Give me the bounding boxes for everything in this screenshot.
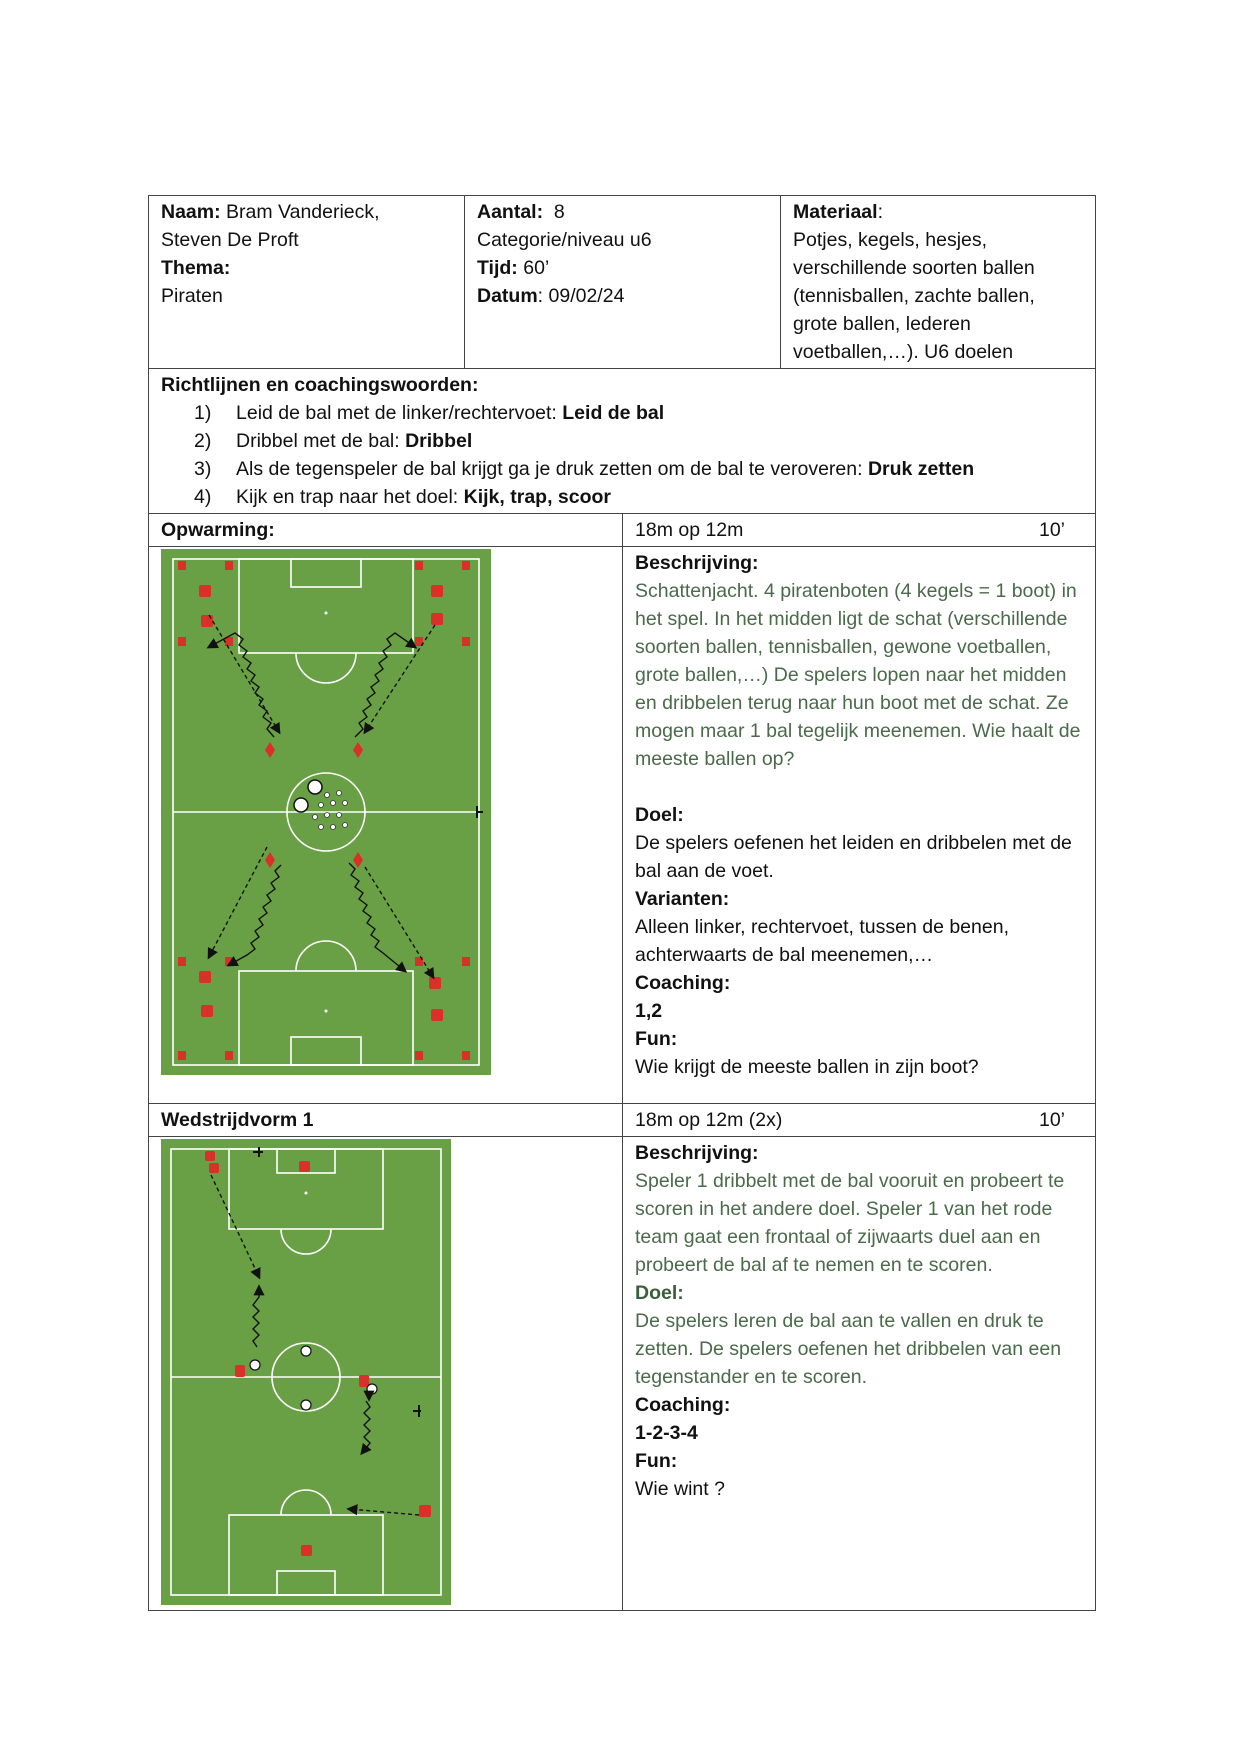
guideline-number: 4) — [194, 486, 212, 508]
match1-duration: 10’ — [1038, 1109, 1066, 1131]
guidelines-row — [149, 369, 1096, 514]
naam-cell — [149, 196, 465, 369]
materiaal-line: Potjes, kegels, hesjes, — [793, 229, 988, 251]
warmup-header-row — [149, 514, 1096, 547]
session-table — [148, 195, 1096, 1611]
guideline-keyword: Leid de bal — [562, 402, 665, 424]
materiaal-line: verschillende soorten ballen — [793, 257, 1035, 279]
aantal-label: Aantal: — [477, 201, 544, 223]
warmup-varianten-label: Varianten: — [635, 888, 730, 910]
naam-value2: Steven De Proft — [161, 229, 299, 251]
guidelines-list — [161, 399, 1083, 511]
session-sheet — [148, 195, 1095, 1611]
guideline-item — [194, 455, 1083, 483]
match1-beschrijving-label: Beschrijving: — [635, 1142, 759, 1164]
guidelines-cell — [149, 369, 1096, 514]
warmup-doel: De spelers oefenen het leiden en dribbelen met de bal aan de voet. — [635, 832, 1072, 882]
warmup-beschrijving: Schattenjacht. 4 piratenboten (4 kegels = 1 boot) in het spel. In het midden ligt de schat (verschillende soorten ballen, tennisballen, gewone voetballen, grote ballen,…) De spelers lopen naar het midden en dribbelen terug naar hun boot met de schat. Ze mogen maar 1 bal tegelijk meenemen. Wie haalt de meeste ballen op? — [635, 580, 1081, 770]
warmup-content-row — [149, 547, 1096, 1104]
warmup-title: Opwarming: — [149, 514, 623, 547]
guideline-item — [194, 427, 1083, 455]
guideline-text: Dribbel met de bal: — [236, 430, 406, 452]
match1-pitch-diagram — [149, 1137, 623, 1610]
warmup-coaching-label: Coaching: — [635, 972, 731, 994]
guideline-number: 3) — [194, 458, 212, 480]
warmup-duration: 10’ — [1038, 519, 1066, 541]
thema-label: Thema: — [161, 257, 231, 279]
aantal-value: 8 — [543, 201, 565, 223]
guideline-number: 1) — [194, 402, 212, 424]
match1-doel: De spelers leren de bal aan te vallen en druk te zetten. De spelers oefenen het dribbelen van een tegenstander en te scoren. — [635, 1310, 1062, 1388]
datum-value: : 09/02/24 — [537, 285, 625, 307]
naam-label: Naam: — [161, 201, 221, 223]
header-row — [149, 196, 1096, 369]
warmup-coaching: 1,2 — [635, 1000, 663, 1022]
materiaal-colon: : — [877, 201, 883, 223]
warmup-meta — [623, 514, 1096, 547]
guideline-item — [194, 483, 1083, 511]
datum-label: Datum — [477, 285, 538, 307]
warmup-size: 18m op 12m — [635, 519, 744, 541]
guideline-keyword: Druk zetten — [867, 458, 975, 480]
categorie: Categorie/niveau u6 — [477, 229, 652, 251]
match1-header-row — [149, 1104, 1096, 1137]
match1-size: 18m op 12m (2x) — [635, 1109, 783, 1131]
match1-content-row — [149, 1137, 1096, 1611]
materiaal-cell — [781, 196, 1096, 369]
match1-coaching: 1-2-3-4 — [635, 1422, 698, 1444]
materiaal-line: voetballen,…). U6 doelen — [793, 341, 1014, 363]
warmup-varianten: Alleen linker, rechtervoet, tussen de benen, achterwaarts de bal meenemen,… — [635, 916, 1009, 966]
match1-meta — [623, 1104, 1096, 1137]
match1-coaching-label: Coaching: — [635, 1394, 731, 1416]
match1-text-cell — [623, 1137, 1096, 1611]
materiaal-label: Materiaal — [793, 201, 878, 223]
tijd-value: 60’ — [517, 257, 550, 279]
warmup-text-cell — [623, 547, 1096, 1104]
tijd-label: Tijd: — [477, 257, 518, 279]
thema-value: Piraten — [161, 285, 223, 307]
materiaal-line: grote ballen, lederen — [793, 313, 971, 335]
warmup-beschrijving-label: Beschrijving: — [635, 552, 759, 574]
match1-doel-label: Doel: — [635, 1282, 684, 1304]
pitch-grass — [161, 1139, 451, 1605]
materiaal-line: (tennisballen, zachte ballen, — [793, 285, 1035, 307]
guideline-text: Leid de bal met de linker/rechtervoet: — [236, 402, 563, 424]
match1-diagram-cell — [149, 1137, 623, 1611]
warmup-fun: Wie krijgt de meeste ballen in zijn boot? — [635, 1056, 979, 1078]
guideline-keyword: Dribbel — [405, 430, 473, 452]
guideline-item — [194, 399, 1083, 427]
warmup-doel-label: Doel: — [635, 804, 684, 826]
match1-fun: Wie wint ? — [635, 1478, 725, 1500]
match1-fun-label: Fun: — [635, 1450, 678, 1472]
guideline-text: Kijk en trap naar het doel: — [236, 486, 464, 508]
guidelines-title: Richtlijnen en coachingswoorden: — [161, 374, 479, 396]
guideline-keyword: Kijk, trap, scoor — [463, 486, 612, 508]
naam-value: Bram Vanderieck, — [220, 201, 380, 223]
warmup-diagram-cell — [149, 547, 623, 1104]
match1-title: Wedstrijdvorm 1 — [149, 1104, 623, 1137]
match1-beschrijving: Speler 1 dribbelt met de bal vooruit en probeert te scoren in het andere doel. Speler 1 van het rode team gaat een frontaal of zijwaarts duel aan en probeert de bal af te nemen en te scoren. — [635, 1170, 1065, 1276]
warmup-pitch-diagram — [149, 547, 623, 1103]
guideline-number: 2) — [194, 430, 212, 452]
aantal-cell — [465, 196, 781, 369]
guideline-text: Als de tegenspeler de bal krijgt ga je druk zetten om de bal te veroveren: — [236, 458, 868, 480]
warmup-fun-label: Fun: — [635, 1028, 678, 1050]
